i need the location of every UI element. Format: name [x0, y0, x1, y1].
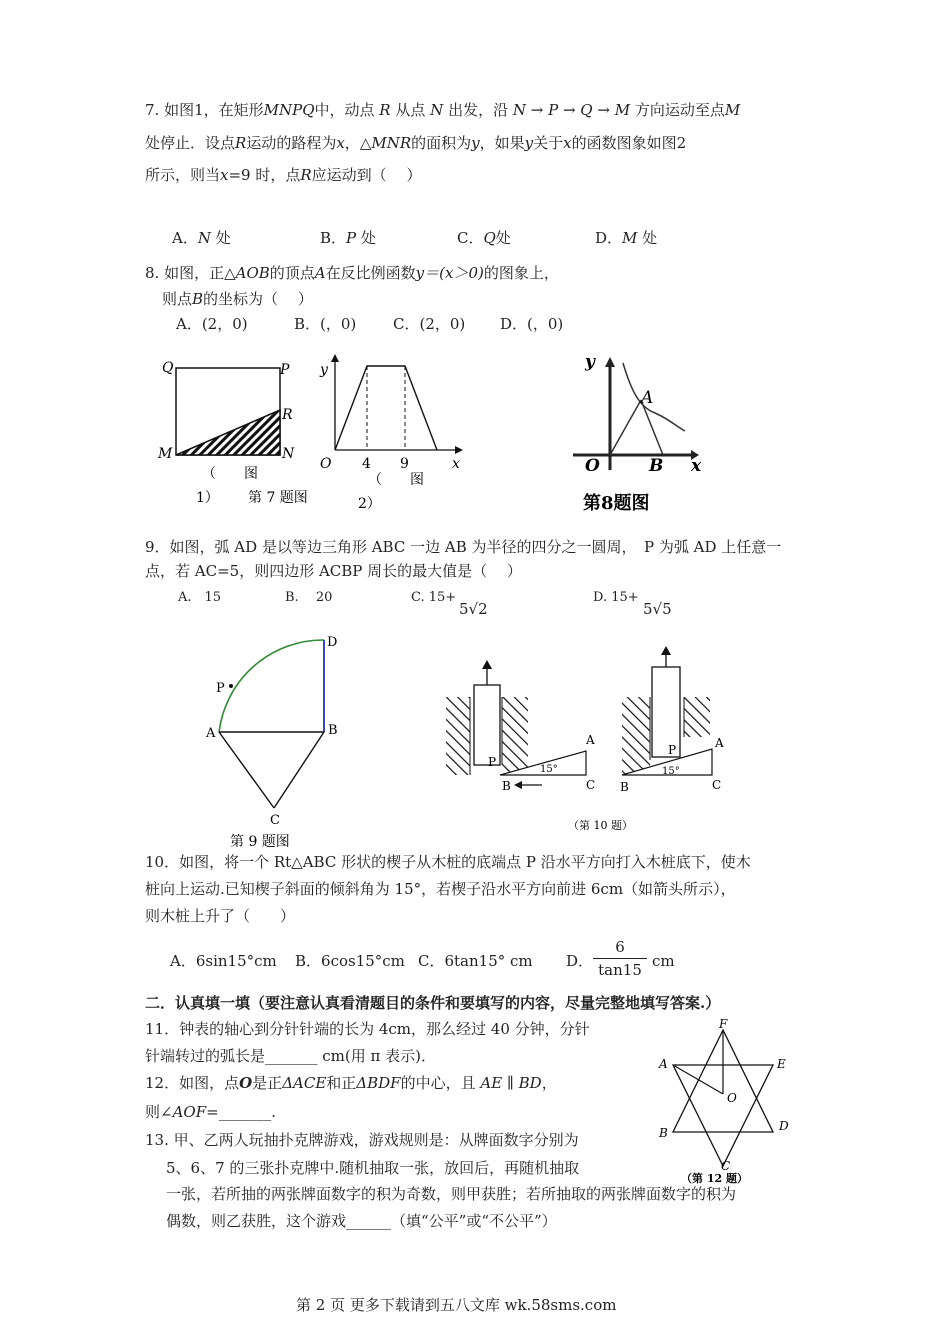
fig8-side-oa: [610, 400, 641, 455]
fig8-label-o: O: [585, 456, 600, 476]
fig9-label-d: D: [327, 635, 338, 650]
fig7-label-p: P: [280, 362, 290, 378]
fig10-label-b2: B: [620, 780, 629, 794]
q7-option-a: A．N 处: [172, 229, 231, 247]
q8-option-c: C．(2，0): [393, 315, 466, 333]
fig9-segment-bc: [274, 732, 324, 808]
q9-option-b: B. 20: [285, 590, 333, 605]
graph-label-o: O: [320, 456, 332, 472]
fig10-label-p2: P: [668, 743, 677, 757]
fig8-y-arrow: [605, 357, 615, 367]
q10-fraction-numerator: 6: [593, 936, 647, 959]
fig10-up-arrowhead-1: [482, 660, 492, 669]
fig8-hyperbola: [623, 363, 685, 431]
q9-line-2: 点，若 AC=5，则四边形 ACBP 周长的最大值是（ ）: [145, 562, 522, 580]
q8-option-a: A．(2，0): [176, 315, 248, 333]
fig8-label-a: A: [641, 388, 654, 408]
triangle-mnr-shaded: [176, 410, 280, 455]
fig12-label-c: C: [721, 1159, 731, 1173]
q11-line-1: 11．钟表的轴心到分针针端的长为 4cm，那么经过 40 分钟，分针: [145, 1020, 590, 1038]
page-footer: 第 2 页 更多下载请到五八文库 wk.58sms.com: [296, 1296, 617, 1314]
fig7-caption-1a: （ 图: [202, 466, 258, 482]
fig10-ground-left-1: [446, 697, 470, 775]
q8-option-d: D．(，0): [500, 315, 564, 333]
q7-line-1: 7. 如图1，在矩形MNPQ中，动点 R 从点 N 出发，沿 N → P → Q → M 方向运动至点M: [145, 101, 741, 119]
fig8-label-x: x: [691, 456, 702, 476]
fig7-label-n: N: [282, 446, 295, 462]
fig10-left-arrowhead: [514, 781, 522, 789]
q9-option-c-radical: 5√2: [459, 600, 488, 618]
fig7-title: 第 7 题图: [248, 490, 308, 506]
q10-fraction-denominator: tan15: [598, 961, 642, 979]
q9-option-d-radical: 5√5: [643, 600, 672, 618]
q9-option-a: A. 15: [178, 590, 222, 605]
figure-7: [150, 350, 480, 520]
fig9-label-p: P: [216, 681, 225, 696]
fig10-label-a2: A: [715, 736, 724, 750]
fig10-angle-2: 15°: [662, 766, 680, 777]
graph-area-function: [335, 366, 437, 450]
fig12-label-a: A: [659, 1057, 668, 1071]
figure-12: [655, 1017, 795, 1190]
q13-line-4: 偶数，则乙获胜，这个游戏______（填“公平”或“不公平”）: [166, 1212, 557, 1230]
fig7-label-r: R: [282, 407, 293, 423]
fig9-title: 第 9 题图: [230, 834, 290, 850]
fig9-point-p: [229, 684, 233, 688]
fig8-title: 第8题图: [583, 493, 650, 514]
fig10-up-arrowhead-2: [661, 646, 671, 655]
figure-10: [440, 635, 760, 840]
fig9-arc-ad: [219, 640, 324, 732]
graph-label-x: x: [452, 456, 460, 472]
q12-line-1: 12．如图，点O是正ΔACE和正ΔBDF的中心，且 AE ∥ BD，: [145, 1074, 557, 1092]
fig9-label-a: A: [206, 726, 216, 741]
q7-option-b: B．P 处: [320, 229, 376, 247]
fig9-label-c: C: [270, 813, 280, 828]
q12-line-2: 则∠AOF=_______.: [145, 1103, 276, 1121]
fig8-label-y: y: [585, 352, 595, 372]
fig12-label-o: O: [727, 1091, 737, 1105]
fig9-label-b: B: [328, 723, 338, 738]
fig10-ground-left-2: [622, 697, 650, 775]
fig10-label-a1: A: [586, 733, 595, 747]
q13-line-2: 5、6、7 的三张扑克牌中.随机抽取一张，放回后，再随机抽取: [166, 1159, 580, 1177]
q13-line-3: 一张，若所抽的两张牌面数字的积为奇数，则甲获胜；若所抽取的两张牌面数字的积为: [166, 1185, 737, 1203]
fig10-label-c1: C: [586, 778, 596, 792]
q7-line-3: 所示，则当x=9 时，点R应运动到（ ）: [145, 166, 422, 184]
q9-line-1: 9．如图，弧 AD 是以等边三角形 ABC 一边 AB 为半径的四分之一圆周， P 为弧 AD 上任意一: [145, 538, 782, 556]
fig7-label-m: M: [158, 446, 173, 462]
figure-8: [565, 345, 715, 520]
q10-option-d-unit: cm: [652, 952, 675, 970]
figure-9: [200, 630, 340, 855]
section-2-heading: 二．认真填一填（要注意认真看清题目的条件和要填写的内容，尽量完整地填写答案.）: [145, 994, 721, 1012]
q10-option-a: A．6sin15°cm: [170, 952, 277, 970]
graph-label-y: y: [320, 362, 328, 378]
q11-line-2: 针端转过的弧长是_______ cm(用 π 表示)．: [145, 1047, 436, 1065]
fig7-caption-2a: （ 图: [368, 472, 424, 488]
fig12-label-e: E: [777, 1057, 786, 1071]
fig10-label-c2: C: [712, 778, 722, 792]
fig10-ground-right-2: [684, 697, 710, 737]
q13-line-1: 13. 甲、乙两人玩抽扑克牌游戏，游戏规则是：从牌面数字分别为: [145, 1131, 579, 1149]
q10-line-1: 10．如图，将一个 Rt△ABC 形状的楔子从木桩的底端点 P 沿水平方向打入木桩底下，使木: [145, 853, 751, 871]
q10-line-3: 则木桩上升了（ ）: [145, 907, 296, 925]
q7-option-d: D．M 处: [595, 229, 658, 247]
graph-tick-9: 9: [400, 456, 409, 472]
graph-tick-4: 4: [362, 456, 371, 472]
graph-x-arrow: [455, 446, 463, 454]
q10-line-2: 桩向上运动.已知楔子斜面的倾斜角为 15°，若楔子沿水平方向前进 6cm（如箭头所示），: [145, 880, 736, 898]
fig10-title: （第 10 题）: [568, 819, 633, 832]
fig7-caption-2b: 2）: [358, 496, 381, 512]
q8-line-1: 8. 如图，正△AOB的顶点A在反比例函数y＝(x＞0)的图象上，: [145, 264, 559, 282]
q10-option-d-fraction: [593, 936, 647, 981]
fig10-ground-right-1: [502, 697, 528, 775]
fig12-label-d: D: [779, 1119, 789, 1133]
fig9-segment-ac: [219, 732, 274, 808]
fig12-label-f: F: [719, 1017, 728, 1031]
fig8-side-ab: [641, 400, 663, 455]
q10-option-c: C．6tan15° cm: [418, 952, 533, 970]
fig10-label-p1: P: [488, 755, 497, 769]
fig10-angle-1: 15°: [540, 764, 558, 775]
q10-option-d: D．: [566, 952, 594, 970]
q7-option-c: C．Q处: [457, 229, 511, 247]
q9-option-c: C. 15+: [411, 590, 457, 605]
fig7-label-q: Q: [162, 360, 174, 376]
q8-option-b: B．(，0): [294, 315, 357, 333]
fig10-stake-1: [474, 685, 500, 765]
fig12-title: （第 12 题）: [681, 1172, 748, 1185]
fig8-label-b: B: [649, 456, 664, 476]
q7-line-2: 处停止．设点R运动的路程为x，△MNR的面积为y，如果y关于x的函数图象如图2: [145, 134, 687, 152]
fig10-label-b1: B: [502, 779, 511, 793]
fig12-label-b: B: [659, 1126, 668, 1140]
q8-line-2: 则点B的坐标为（ ）: [162, 290, 313, 308]
q10-option-b: B．6cos15°cm: [295, 952, 405, 970]
q9-option-d: D. 15+: [593, 590, 639, 605]
fig7-caption-1b: 1）: [196, 490, 219, 506]
graph-y-arrow: [331, 354, 339, 362]
